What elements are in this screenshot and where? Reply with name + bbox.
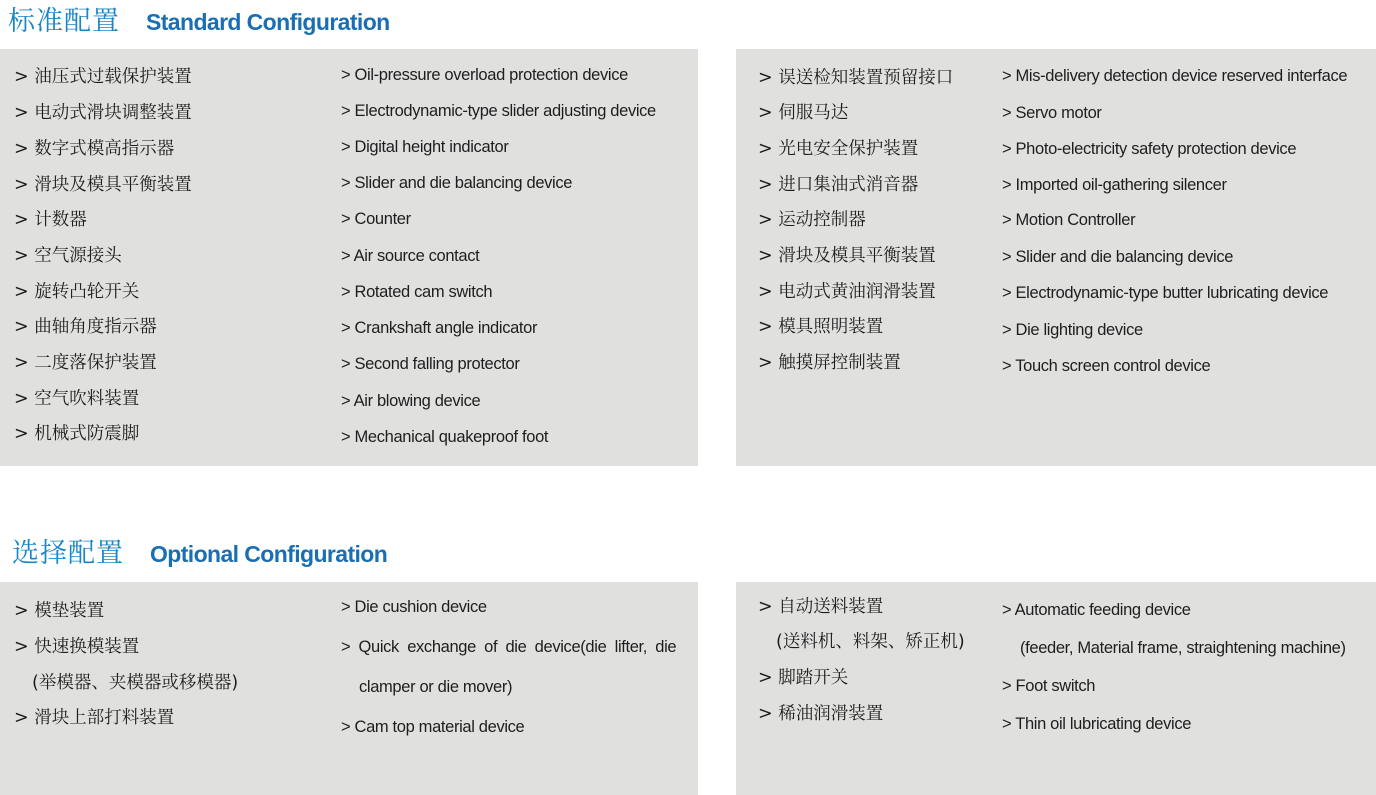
list-item: > 光电安全保护装置 — [758, 138, 918, 160]
standard-heading — [8, 0, 390, 38]
optional-heading — [12, 531, 387, 570]
list-item: > 进口集油式消音器 — [758, 174, 918, 196]
optional-left-panel — [0, 582, 698, 795]
list-item: > Air source contact — [341, 245, 479, 267]
list-item: > 计数器 — [14, 209, 87, 231]
list-item: > Rotated cam switch — [341, 281, 492, 303]
list-item: > Die cushion device — [341, 596, 487, 618]
list-item: > 脚踏开关 — [758, 667, 848, 689]
list-item: > 运动控制器 — [758, 209, 866, 231]
list-item: > 快速换模装置 — [14, 636, 139, 658]
list-item: > 滑块上部打料装置 — [14, 707, 174, 729]
list-item: > Counter — [341, 208, 411, 230]
list-item: clamper or die mover) — [359, 678, 513, 696]
standard-title-zh: 标准配置 — [8, 6, 120, 37]
list-item: > Imported oil-gathering silencer — [1002, 174, 1227, 196]
list-item: > 油压式过载保护装置 — [14, 66, 192, 88]
list-item: > 模垫装置 — [14, 600, 104, 622]
list-item: > 电动式滑块调整装置 — [14, 102, 192, 124]
list-item: > Foot switch — [1002, 675, 1095, 697]
list-item: > 空气源接头 — [14, 245, 122, 267]
list-item: > Servo motor — [1002, 102, 1102, 124]
list-item: > Motion Controller — [1002, 209, 1135, 231]
list-item: > Cam top material device — [341, 716, 524, 738]
list-item: > 模具照明装置 — [758, 316, 883, 338]
list-item: > Photo-electricity safety protection device — [1002, 138, 1296, 160]
list-item: > Electrodynamic-type butter lubricating device — [1002, 282, 1328, 304]
list-item: > 误送检知装置预留接口 — [758, 67, 953, 89]
list-item: > Crankshaft angle indicator — [341, 317, 537, 339]
list-item: > 曲轴角度指示器 — [14, 316, 157, 338]
list-item: > Digital height indicator — [341, 136, 508, 158]
list-item: > Slider and die balancing device — [341, 172, 572, 194]
list-item: > Mis-delivery detection device reserved interface — [1002, 65, 1347, 87]
list-item: > Mechanical quakeproof foot — [341, 426, 548, 448]
optional-title-en: Optional Configuration — [150, 541, 388, 567]
list-item: > Touch screen control device — [1002, 355, 1210, 377]
list-item: > 二度落保护装置 — [14, 352, 157, 374]
list-item: > Automatic feeding device — [1002, 599, 1191, 621]
list-item: (送料机、料架、矫正机) — [776, 632, 965, 652]
list-item: > Quick exchange of die device(die lifter, die — [341, 636, 676, 658]
list-item: > 数字式模高指示器 — [14, 138, 174, 160]
standard-left-panel — [0, 49, 698, 466]
list-item: > Die lighting device — [1002, 319, 1143, 341]
list-item: > 稀油润滑装置 — [758, 703, 883, 725]
list-item: > Air blowing device — [341, 390, 480, 412]
list-item: > Second falling protector — [341, 353, 520, 375]
list-item: > Oil-pressure overload protection device — [341, 64, 628, 86]
list-item: > Electrodynamic-type slider adjusting device — [341, 100, 656, 122]
list-item: > 机械式防震脚 — [14, 423, 139, 445]
standard-right-panel — [736, 49, 1376, 466]
list-item: > Thin oil lubricating device — [1002, 713, 1191, 735]
list-item: > 滑块及模具平衡装置 — [758, 245, 936, 267]
list-item: > 自动送料装置 — [758, 596, 883, 618]
list-item: (feeder, Material frame, straightening machine) — [1020, 639, 1346, 657]
list-item: > 伺服马达 — [758, 102, 848, 124]
list-item: > Slider and die balancing device — [1002, 246, 1233, 268]
optional-title-zh: 选择配置 — [12, 538, 124, 569]
list-item: > 空气吹料装置 — [14, 388, 139, 410]
list-item: > 电动式黄油润滑装置 — [758, 281, 936, 303]
list-item: > 触摸屏控制装置 — [758, 352, 901, 374]
optional-right-panel — [736, 582, 1376, 795]
list-item: > 旋转凸轮开关 — [14, 281, 139, 303]
list-item: > 滑块及模具平衡装置 — [14, 174, 192, 196]
list-item: (举模器、夹模器或移模器) — [32, 673, 239, 693]
standard-title-en: Standard Configuration — [146, 9, 390, 35]
